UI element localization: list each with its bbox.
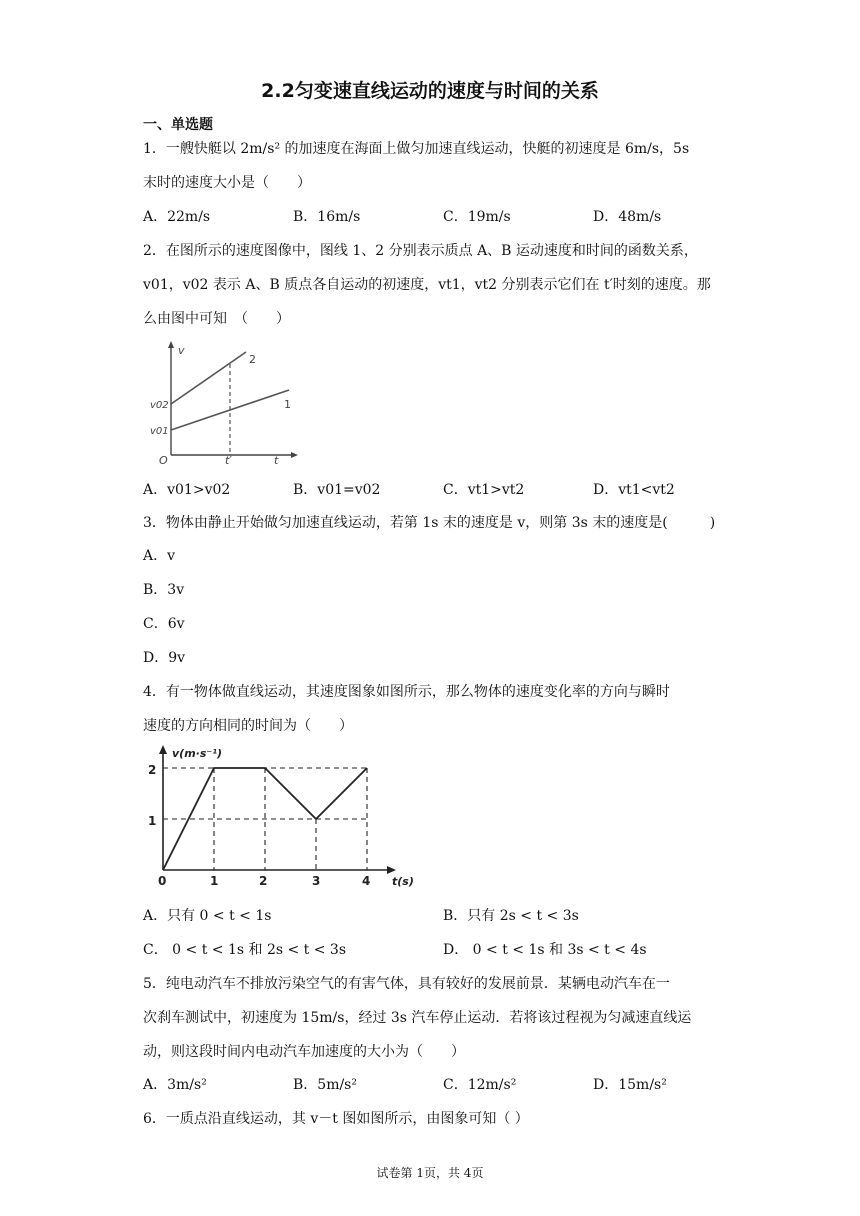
q4-option-c: C． 0 < t < 1s 和 2s < t < 3s	[143, 942, 347, 958]
q2-option-a: A．v01>v02	[143, 482, 231, 498]
q5-option-a: A．3m/s²	[143, 1077, 207, 1093]
q2-x-arrow	[291, 452, 298, 458]
q1-text-line1: 1．一艘快艇以 2m/s² 的加速度在海面上做匀加速直线运动，快艇的初速度是 6m/s，5s	[143, 141, 690, 157]
q3-text-line1: 3．物体由静止开始做匀加速直线运动，若第 1s 末的速度是 v，则第 3s 末的速度是( )	[143, 515, 716, 531]
q1-option-d: D．48m/s	[593, 209, 662, 225]
q3-option-c: C．6v	[143, 616, 185, 632]
q2-option-b: B．v01=v02	[293, 482, 381, 498]
q3-option-a: A．v	[143, 548, 176, 564]
q1-text-line2: 末时的速度大小是（ ）	[143, 175, 311, 191]
q2-y-axis-label: v	[178, 344, 185, 357]
q2-velocity-graph	[150, 340, 300, 465]
q2-line-2-label: 2	[249, 353, 256, 366]
q2-line-1-label: 1	[284, 398, 291, 411]
q4-y-tick-1: 1	[148, 814, 157, 828]
q5-option-d: D．15m/s²	[593, 1077, 667, 1093]
q4-text-line2: 速度的方向相同的时间为（ ）	[143, 718, 353, 734]
q3-option-d: D．9v	[143, 650, 186, 666]
q5-option-b: B．5m/s²	[293, 1077, 357, 1093]
q5-text-line2: 次刹车测试中，初速度为 15m/s，经过 3s 汽车停止运动．若将该过程视为匀减速直线运	[143, 1010, 692, 1026]
q4-x-tick-2: 2	[259, 874, 268, 888]
q2-text-line2: v01，v02 表示 A、B 质点各自运动的初速度，vt1，vt2 分别表示它们在 t′时刻的速度。那	[143, 277, 711, 293]
q2-line-2	[171, 352, 246, 404]
q2-option-c: C．vt1>vt2	[443, 482, 525, 498]
q4-y-tick-2: 2	[148, 763, 157, 777]
q4-x-tick-1: 1	[210, 874, 219, 888]
q4-text-line1: 4．有一物体做直线运动，其速度图象如图所示，那么物体的速度变化率的方向与瞬时	[143, 684, 670, 700]
q4-y-arrow	[159, 745, 167, 754]
q6-text-line1: 6．一质点沿直线运动，其 v－t 图如图所示，由图象可知（ ）	[143, 1111, 529, 1127]
q2-v01-label: v01	[150, 426, 169, 437]
q2-x-axis-label: t	[274, 454, 279, 465]
q1-option-c: C．19m/s	[443, 209, 511, 225]
q4-option-a: A．只有 0 < t < 1s	[143, 908, 272, 924]
page-title: 2.2匀变速直线运动的速度与时间的关系	[261, 80, 599, 102]
q2-option-d: D．vt1<vt2	[593, 482, 675, 498]
q5-text-line1: 5．纯电动汽车不排放污染空气的有害气体，具有较好的发展前景．某辆电动汽车在一	[143, 976, 670, 992]
q4-x-arrow	[387, 866, 396, 874]
q3-option-b: B．3v	[143, 582, 185, 598]
q4-velocity-graph	[140, 743, 420, 893]
q4-y-axis-label: v(m·s⁻¹)	[172, 747, 223, 760]
q2-t-prime-label: t′	[225, 454, 232, 465]
q4-option-b: B．只有 2s < t < 3s	[443, 908, 579, 924]
q5-text-line3: 动，则这段时间内电动汽车加速度的大小为（ ）	[143, 1044, 465, 1060]
q4-x-axis-label: t(s)	[392, 875, 414, 888]
q2-text-line3: 么由图中可知 （ ）	[143, 311, 290, 327]
q5-option-c: C．12m/s²	[443, 1077, 517, 1093]
section-heading: 一、单选题	[143, 117, 213, 133]
q4-x-tick-0: 0	[158, 874, 167, 888]
q4-x-tick-4: 4	[362, 874, 371, 888]
q1-option-b: B．16m/s	[293, 209, 361, 225]
page-footer: 试卷第 1页，共 4页	[376, 1166, 484, 1180]
q4-x-tick-3: 3	[312, 874, 321, 888]
q4-option-d: D． 0 < t < 1s 和 3s < t < 4s	[443, 942, 647, 958]
q2-text-line1: 2．在图所示的速度图像中，图线 1、2 分别表示质点 A、B 运动速度和时间的函数关系，	[143, 243, 698, 259]
q2-v02-label: v02	[150, 400, 169, 411]
q2-origin-label: O	[159, 454, 168, 465]
q2-y-arrow	[168, 341, 174, 348]
q1-option-a: A．22m/s	[143, 209, 211, 225]
